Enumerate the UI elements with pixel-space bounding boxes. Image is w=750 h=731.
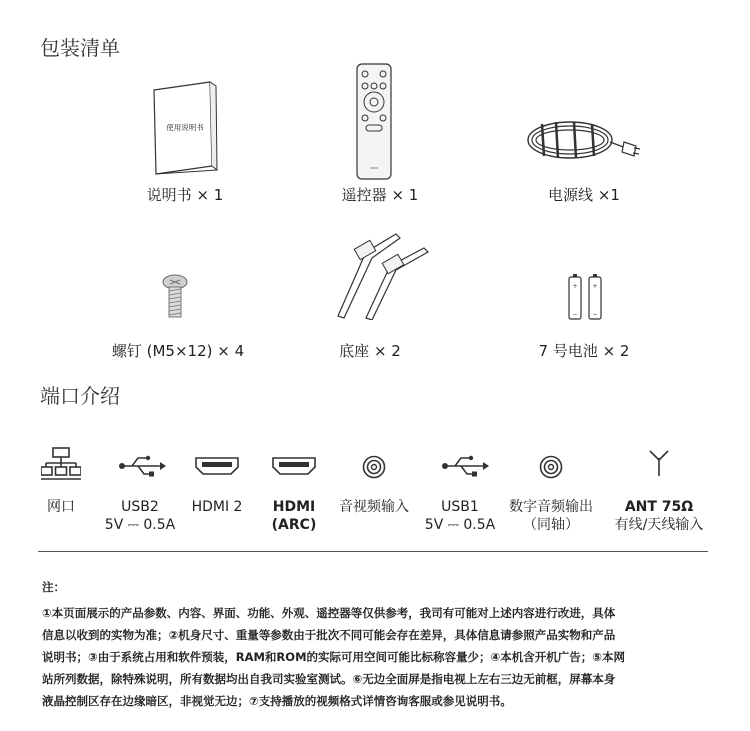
manual-icon bbox=[150, 80, 220, 182]
packing-item-label: 电源线 ×1 bbox=[548, 186, 620, 204]
svg-text:+: + bbox=[572, 283, 578, 290]
port-label: USB1 bbox=[441, 499, 479, 515]
port-sublabel: 5V ⎓ 0.5A bbox=[104, 517, 176, 533]
packing-item-remote bbox=[270, 184, 490, 205]
packing-item-screw bbox=[68, 340, 288, 361]
notes-line: ①本页面展示的产品参数、内容、界面、功能、外观、遥控器等仅供参考，我司有可能对上述内容进行改进，具体 bbox=[42, 606, 616, 620]
packing-item-manual bbox=[75, 184, 295, 205]
port-label: 数字音频输出 bbox=[509, 499, 593, 515]
port-sublabel: 有线/天线输入 bbox=[614, 517, 704, 533]
usb-icon bbox=[118, 455, 166, 481]
hdmi-icon bbox=[195, 457, 239, 479]
packing-title: 包装清单 bbox=[40, 36, 120, 60]
packing-item-label: 说明书 × 1 bbox=[146, 186, 224, 204]
port-label: HDMI bbox=[272, 499, 316, 515]
port-label: USB2 bbox=[121, 499, 159, 515]
section-divider bbox=[38, 551, 708, 552]
ports-title: 端口介绍 bbox=[40, 384, 120, 408]
remote-icon bbox=[354, 62, 394, 186]
stand-icon bbox=[326, 228, 436, 324]
port-label: ANT 75Ω bbox=[624, 499, 694, 515]
usb-icon bbox=[441, 455, 489, 481]
packing-item-battery bbox=[474, 340, 694, 361]
antenna-icon bbox=[648, 450, 670, 480]
coaxial-icon bbox=[539, 455, 563, 483]
notes-line: 信息以收到的实物为准；②机身尺寸、重量等参数由于批次不同可能会存在差异，具体信息请参照产品实物和产品 bbox=[42, 628, 616, 642]
port-label: 网口 bbox=[47, 499, 75, 515]
notes-line: 站所列数据，除特殊说明，所有数据均出自我司实验室测试。⑥无边全面屏是指电视上左右三边无前框，屏幕本身 bbox=[42, 672, 616, 686]
av-input-icon bbox=[362, 455, 386, 483]
packing-item-stand bbox=[260, 340, 480, 361]
packing-item-label: 7 号电池 × 2 bbox=[538, 342, 630, 360]
port-label: HDMI 2 bbox=[191, 499, 243, 515]
notes-line: 液晶控制区存在边缘暗区，非视觉无边；⑦支持播放的视频格式详情咨询客服或参见说明书。 bbox=[42, 694, 512, 708]
manual-cover-text: 使用说明书 bbox=[166, 123, 204, 132]
port-sublabel: (ARC) bbox=[271, 517, 317, 533]
notes-line: 说明书；③由于系统占用和软件预装，RAM和ROM的实际可用空间可能比标称容量少；④本机含开机广告；⑤本网 bbox=[42, 650, 625, 664]
hdmi-arc-icon bbox=[272, 457, 316, 479]
screw-icon bbox=[160, 274, 190, 324]
packing-item-label: 螺钉 (M5×12) × 4 bbox=[111, 342, 245, 360]
battery-icon bbox=[566, 274, 606, 326]
port-coaxial bbox=[496, 498, 606, 534]
notes bbox=[42, 576, 712, 712]
port-sublabel: （同轴） bbox=[523, 517, 579, 533]
power-cord-icon bbox=[522, 112, 642, 174]
port-antenna bbox=[604, 498, 714, 534]
svg-text:−: − bbox=[572, 311, 578, 318]
port-label: 音视频输入 bbox=[339, 499, 409, 515]
packing-item-label: 遥控器 × 1 bbox=[341, 186, 419, 204]
svg-text:+: + bbox=[592, 283, 598, 290]
svg-text:−: − bbox=[592, 311, 598, 318]
packing-item-label: 底座 × 2 bbox=[339, 342, 401, 360]
notes-heading: 注： bbox=[42, 580, 65, 594]
ethernet-icon bbox=[41, 447, 81, 487]
port-sublabel: 5V ⎓ 0.5A bbox=[424, 517, 496, 533]
packing-item-power-cord bbox=[474, 184, 694, 205]
